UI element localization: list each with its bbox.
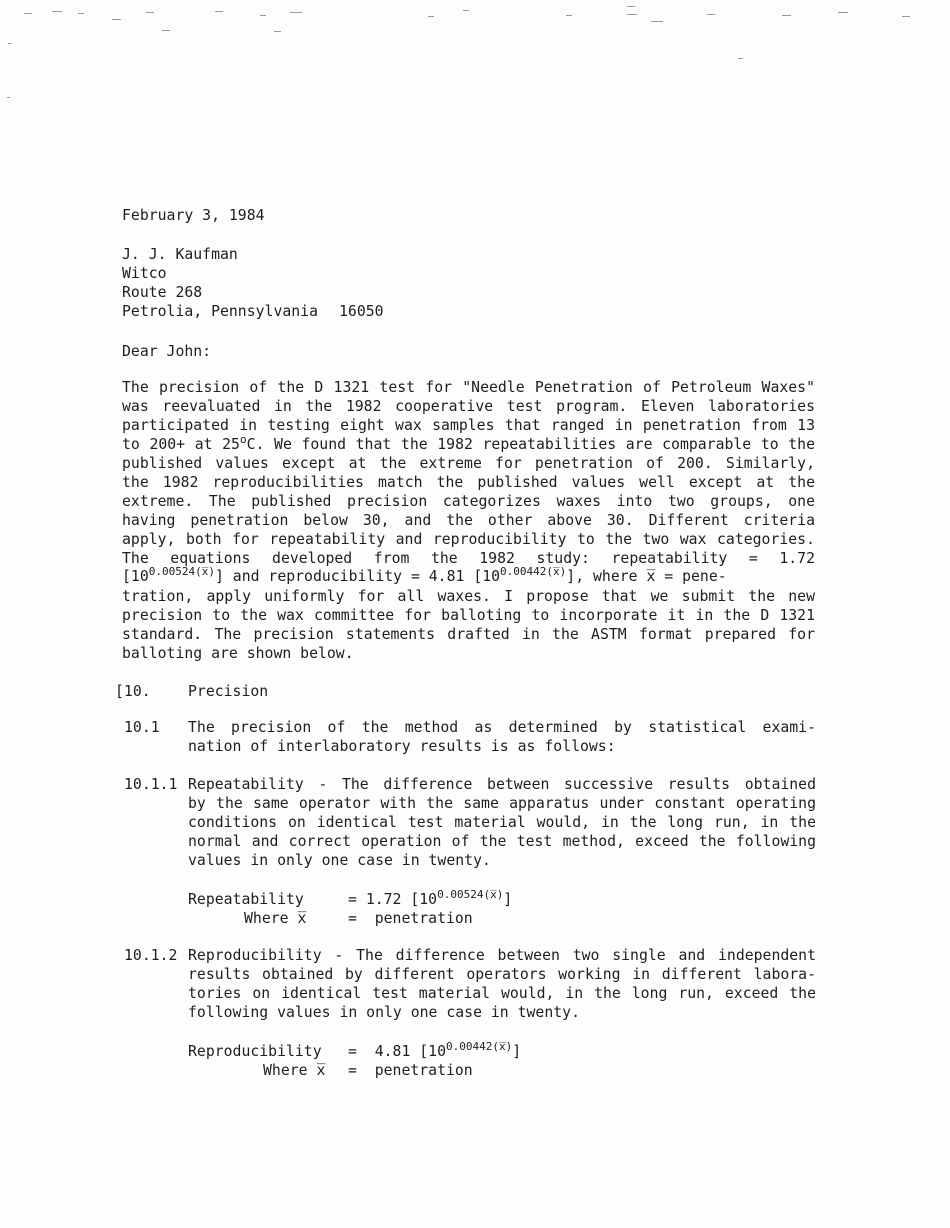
recipient-zip: 16050 [339,303,384,320]
clause-10-1-2-line: results obtained by different operators working in different labora- [188,966,816,983]
repeatability-equation [348,890,512,909]
body-line: standard. The precision statements drafted in the ASTM format prepared for [122,626,815,643]
reproducibility-equation [348,1042,521,1061]
body-line: extreme. The published precision categorizes waxes into two groups, one [122,493,815,510]
recipient-name: J. J. Kaufman [122,246,238,263]
degree-superscript: o [239,433,247,446]
clause-10-1-2-number: 10.1.2 [124,947,178,964]
repeatability-eq-close: ] [503,891,513,908]
reproducibility-exponent: 0.00442(x̅) [446,1040,513,1053]
body-line: tration, apply uniformly for all waxes. I propose that we submit the new [122,588,815,605]
clause-10-1-line: The precision of the method as determined by statistical exami- [188,719,816,736]
recipient-company: Witco [122,265,167,282]
section-number: [10. [115,683,151,700]
reproducibility-label: Reproducibility [188,1043,322,1060]
letter-date: February 3, 1984 [122,207,265,224]
clause-10-1-1-line: values in only one case in twenty. [188,852,491,869]
eq-d: ], where x̅ = pene- [566,568,727,585]
clause-10-1-2-line: tories on identical test material would, in the long run, exceed the [188,985,816,1002]
eq-a-base: [10 [122,568,149,585]
body-line: published values except at the extreme for penetration of 200. Similarly, [122,455,815,472]
salutation: Dear John: [122,343,212,360]
repeatability-label: Repeatability [188,891,304,908]
body-line-4-start: to 200+ at 25 [122,436,240,453]
body-line: precision to the wax committee for balloting to incorporate it in the D 1321 [122,607,815,624]
section-title: Precision [188,683,269,700]
reproducibility-where-def: = penetration [348,1062,473,1079]
body-line [122,435,815,454]
body-equation-line [122,567,727,586]
body-line: having penetration below 30, and the other above 30. Different criteria [122,512,815,529]
clause-10-1-1-line: by the same operator with the same apparatus under constant operating [188,795,816,812]
body-line: apply, both for repeatability and reproducibility to the two wax categories. [122,531,815,548]
repeatability-eq-base: = 1.72 [10 [348,891,438,908]
clause-10-1-line: nation of interlaboratory results is as follows: [188,738,616,755]
clause-10-1-2-line: following values in only one case in twenty. [188,1004,580,1021]
eq-b: ] and reproducibility = 4.81 [10 [214,568,501,585]
recipient-street: Route 268 [122,284,203,301]
body-line: participated in testing eight wax samples that ranged in penetration from 13 [122,417,815,434]
repeatability-where: Where x̅ [244,910,307,927]
body-line: The precision of the D 1321 test for "Needle Penetration of Petroleum Waxes" [122,379,815,396]
body-line-4-tail: C. We found that the 1982 repeatabilities are comparable to the [246,436,816,453]
eq-a-exponent: 0.00524(x̅) [148,565,215,578]
clause-10-1-1-line: Repeatability - The difference between successive results obtained [188,776,816,793]
clause-10-1-1-line: conditions on identical test material would, in the long run, in the [188,814,816,831]
body-line: was reevaluated in the 1982 cooperative test program. Eleven laboratories [122,398,815,415]
repeatability-where-def: = penetration [348,910,473,927]
clause-10-1-number: 10.1 [124,719,160,736]
reproducibility-where: Where x̅ [263,1062,326,1079]
body-line: The equations developed from the 1982 study: repeatability = 1.72 [122,550,815,567]
recipient-city: Petrolia, Pennsylvania [122,303,318,320]
clause-10-1-1-number: 10.1.1 [124,776,178,793]
reproducibility-eq-base: = 4.81 [10 [348,1043,446,1060]
clause-10-1-1-line: normal and correct operation of the test method, exceed the following [188,833,816,850]
repeatability-exponent: 0.00524(x̅) [437,888,504,901]
recipient-city-line [122,302,384,321]
eq-c-exponent: 0.00442(x̅) [500,565,567,578]
body-line: the 1982 reproducibilities match the published values well except at the [122,474,815,491]
reproducibility-eq-close: ] [512,1043,522,1060]
clause-10-1-2-line: Reproducibility - The difference between two single and independent [188,947,816,964]
body-line: balloting are shown below. [122,645,354,662]
